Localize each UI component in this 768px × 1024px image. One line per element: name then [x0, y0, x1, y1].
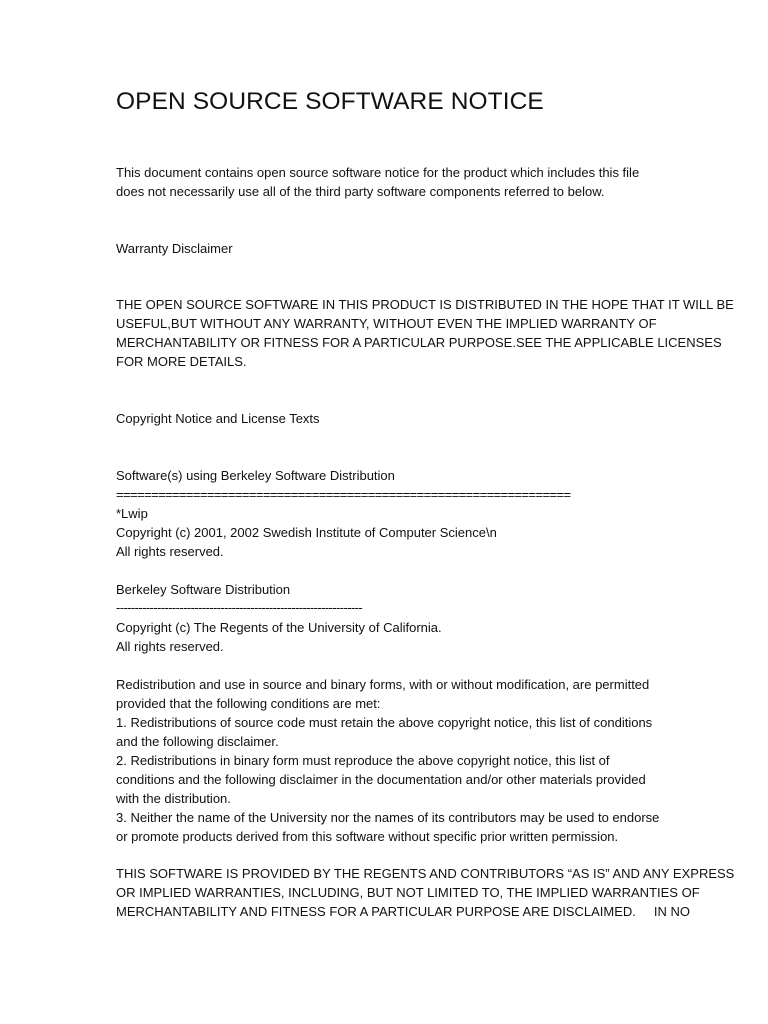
bsd-heading: Berkeley Software Distribution [116, 582, 291, 597]
conditions-line: with the distribution. [116, 791, 231, 806]
double-rule-divider: ================================================================= [116, 487, 571, 502]
regents-line: All rights reserved. [116, 639, 224, 654]
conditions-line: 2. Redistributions in binary form must reproduce the above copyright notice, this list of [116, 753, 610, 768]
warranty-heading: Warranty Disclaimer [116, 241, 233, 256]
conditions-line: and the following disclaimer. [116, 734, 279, 749]
lwip-line: All rights reserved. [116, 544, 224, 559]
disclaimer-line: OR IMPLIED WARRANTIES, INCLUDING, BUT NOT LIMITED TO, THE IMPLIED WARRANTIES OF [116, 885, 700, 900]
conditions-line: or promote products derived from this software without specific prior written permission. [116, 829, 619, 844]
lwip-line: *Lwip [116, 506, 148, 521]
warranty-text-line: FOR MORE DETAILS. [116, 354, 247, 369]
disclaimer-line: MERCHANTABILITY AND FITNESS FOR A PARTICULAR PURPOSE ARE DISCLAIMED. IN NO [116, 904, 691, 919]
warranty-text-line: MERCHANTABILITY OR FITNESS FOR A PARTICULAR PURPOSE.SEE THE APPLICABLE LICENSES [116, 335, 722, 350]
disclaimer-line: THIS SOFTWARE IS PROVIDED BY THE REGENTS AND CONTRIBUTORS “AS IS” AND ANY EXPRESS [116, 866, 735, 881]
conditions-line: 1. Redistributions of source code must retain the above copyright notice, this list of conditions [116, 715, 653, 730]
regents-line: Copyright (c) The Regents of the University of California. [116, 620, 442, 635]
lwip-line: Copyright (c) 2001, 2002 Swedish Institute of Computer Science\n [116, 525, 497, 540]
conditions-line: provided that the following conditions are met: [116, 696, 381, 711]
intro-line: does not necessarily use all of the third party software components referred to below. [116, 184, 605, 199]
single-rule-divider: ------------------------------------------------------------------ [116, 600, 363, 615]
conditions-line: conditions and the following disclaimer in the documentation and/or other materials provided [116, 772, 646, 787]
bsd-section-heading: Software(s) using Berkeley Software Distribution [116, 468, 395, 483]
copyright-heading: Copyright Notice and License Texts [116, 411, 320, 426]
warranty-text-line: THE OPEN SOURCE SOFTWARE IN THIS PRODUCT IS DISTRIBUTED IN THE HOPE THAT IT WILL BE [116, 297, 734, 312]
intro-line: This document contains open source software notice for the product which includes this file [116, 165, 640, 180]
warranty-text-line: USEFUL,BUT WITHOUT ANY WARRANTY, WITHOUT EVEN THE IMPLIED WARRANTY OF [116, 316, 657, 331]
conditions-line: Redistribution and use in source and binary forms, with or without modification, are permitted [116, 677, 650, 692]
document-title: OPEN SOURCE SOFTWARE NOTICE [116, 88, 544, 115]
conditions-line: 3. Neither the name of the University nor the names of its contributors may be used to endorse [116, 810, 660, 825]
